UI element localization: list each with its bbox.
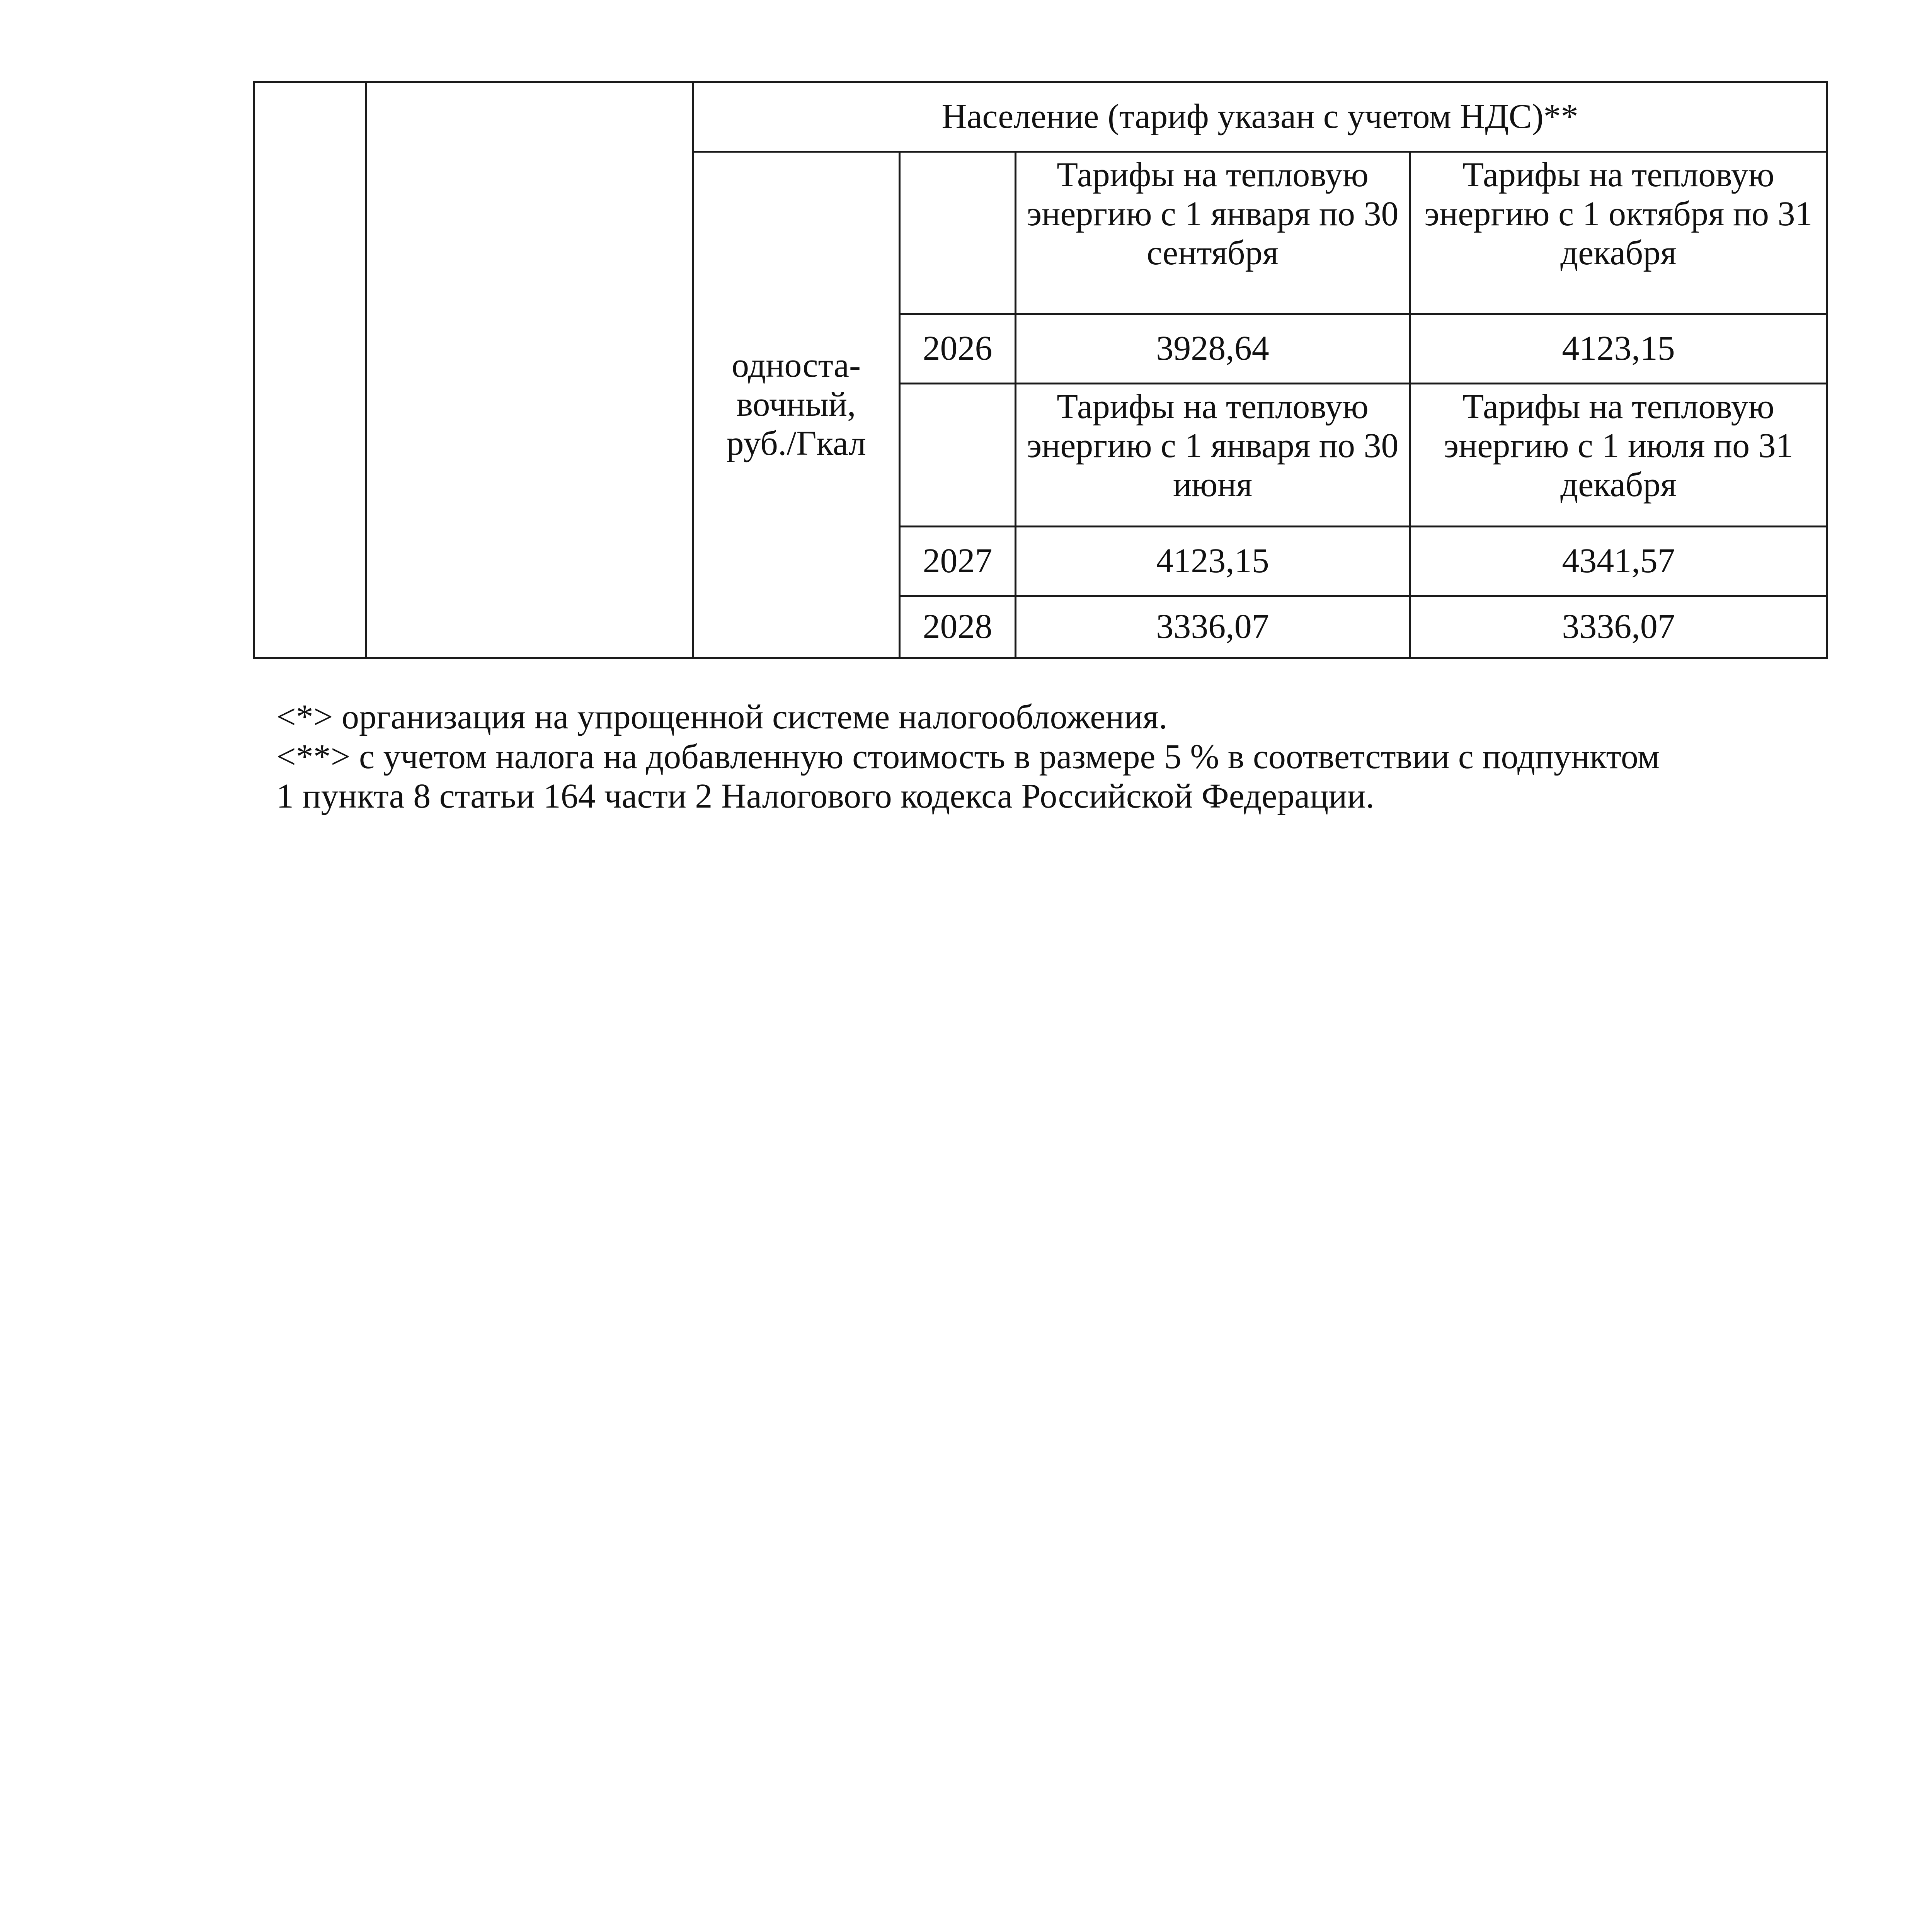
year-cell: 2026 bbox=[900, 314, 1016, 384]
tariff-type-label: односта- вочный, руб./Гкал bbox=[726, 346, 866, 463]
footnote-vat-line-1: <**> с учетом налога на добавленную стоимость в размере 5 % в соответствии с подпунктом bbox=[276, 737, 1660, 776]
tariff-type-cell bbox=[693, 152, 900, 658]
tariff-value-cell: 3928,64 bbox=[1016, 314, 1410, 384]
footnote-simplified-tax: <*> организация на упрощенной системе налогообложения. bbox=[276, 698, 1168, 736]
index-column-cell bbox=[254, 82, 366, 658]
period-header-cell: Тарифы на тепловую энергию с 1 октября по 31 декабря bbox=[1410, 152, 1827, 314]
tariff-table bbox=[253, 81, 1828, 659]
year-cell: 2027 bbox=[900, 527, 1016, 596]
year-header-cell bbox=[900, 152, 1016, 314]
period-header-cell: Тарифы на тепловую энергию с 1 января по 30 июня bbox=[1016, 384, 1410, 527]
tariff-value-cell: 4341,57 bbox=[1410, 527, 1827, 596]
tariff-value-cell: 4123,15 bbox=[1410, 314, 1827, 384]
footnotes bbox=[276, 697, 1822, 816]
period-header-cell: Тарифы на тепловую энергию с 1 июля по 31 декабря bbox=[1410, 384, 1827, 527]
tariff-value-cell: 4123,15 bbox=[1016, 527, 1410, 596]
year-header-cell bbox=[900, 384, 1016, 527]
section-header: Население (тариф указан с учетом НДС)** bbox=[693, 82, 1827, 152]
tariff-value-cell: 3336,07 bbox=[1016, 596, 1410, 658]
table-row bbox=[254, 82, 1827, 152]
year-cell: 2028 bbox=[900, 596, 1016, 658]
period-header-cell: Тарифы на тепловую энергию с 1 января по 30 сентября bbox=[1016, 152, 1410, 314]
organization-column-cell bbox=[366, 82, 693, 658]
tariff-value-cell: 3336,07 bbox=[1410, 596, 1827, 658]
footnote-vat-line-2: 1 пункта 8 статьи 164 части 2 Налогового кодекса Российской Федерации. bbox=[276, 777, 1375, 816]
